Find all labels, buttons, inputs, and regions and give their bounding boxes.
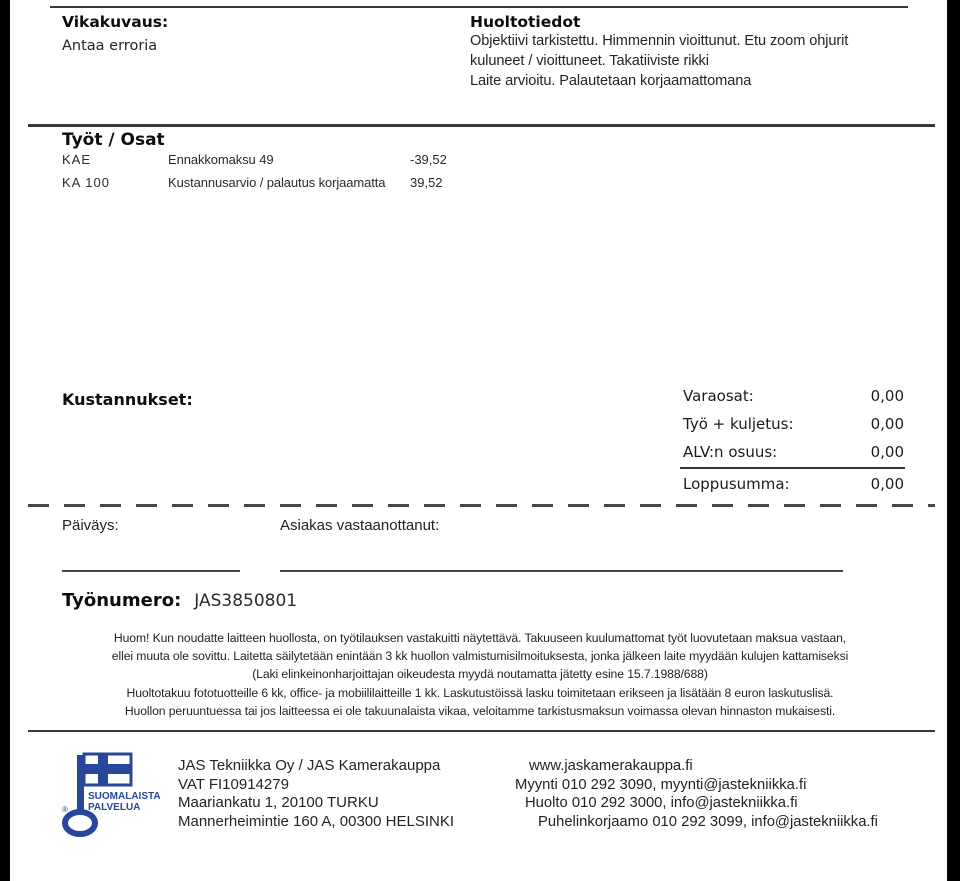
- left-edge-bar: [0, 0, 10, 881]
- cost-value: 0,00: [870, 387, 904, 405]
- service-info-line: kuluneet / vioittuneet. Takatiiviste rikki: [470, 53, 709, 69]
- company-info: [178, 757, 454, 831]
- date-signature-line: [62, 570, 240, 572]
- fault-title: Vikakuvaus:: [62, 13, 169, 31]
- cost-label: ALV:n osuus:: [683, 443, 778, 461]
- service-info-title: Huoltotiedot: [470, 13, 581, 31]
- work-number-label: Työnumero:: [62, 590, 182, 611]
- total-label: Loppusumma:: [683, 475, 790, 493]
- customer-signature-line: [280, 570, 843, 572]
- contact-info: [460, 757, 940, 831]
- service-info-line: Objektiivi tarkistettu. Himmennin vioittunut. Etu zoom ohjurit: [470, 33, 849, 49]
- terms-line: ellei muuta ole sovittu. Laitetta säilytetään enintään 3 kk huollon valmistumisilmoituksesta, jonka jälkeen laite myydään kulujen kattamiseksi: [111, 649, 849, 664]
- footer-divider: [28, 730, 935, 732]
- work-item-code: KA 100: [62, 175, 110, 190]
- fault-description: Antaa erroria: [62, 38, 158, 54]
- company-vat: VAT FI10914279: [178, 775, 289, 793]
- total-value: 0,00: [870, 475, 904, 493]
- contact-phone-repair: Puhelinkorjaamo 010 292 3099, info@jastekniikka.fi: [538, 813, 878, 830]
- logo-text-line2: PALVELUA: [88, 802, 141, 813]
- work-item-amount: 39,52: [410, 175, 443, 190]
- cost-value: 0,00: [870, 443, 904, 461]
- service-info-line: Laite arvioitu. Palautetaan korjaamattomana: [470, 73, 752, 89]
- total-divider: [680, 467, 905, 469]
- work-item-amount: -39,52: [410, 152, 447, 167]
- cost-label: Varaosat:: [683, 387, 754, 405]
- work-item-row: [62, 152, 447, 167]
- contact-service: Huolto 010 292 3000, info@jastekniikka.fi: [525, 795, 798, 812]
- terms-line: Huom! Kun noudatte laitteen huollosta, on työtilauksen vastakuitti näytettävä. Takuuseen kuulumattomat työt luovutetaan maksua vastaan,: [113, 631, 847, 645]
- right-edge-bar: [947, 0, 960, 881]
- avainlippu-logo: [60, 752, 168, 843]
- work-item-row: [62, 175, 443, 190]
- contact-website: www.jaskamerakauppa.fi: [529, 758, 693, 774]
- registered-trademark-symbol: ®: [62, 805, 68, 814]
- costs-section-title: Kustannukset:: [62, 390, 193, 409]
- company-name: JAS Tekniikka Oy / JAS Kamerakauppa: [178, 757, 441, 774]
- work-number-section: [62, 590, 297, 611]
- top-rule: [50, 6, 908, 8]
- cost-value: 0,00: [870, 415, 904, 433]
- works-section-title: Työt / Osat: [62, 130, 165, 150]
- work-number-value: JAS3850801: [194, 591, 298, 611]
- works-divider: [28, 124, 935, 127]
- terms-line: Huollon peruuntuessa tai jos laitteessa ei ole takuunalaista vikaa, veloitamme tarkistusmaksun voimassa olevan hinnaston mukaisesti.: [124, 703, 836, 718]
- cost-row: [683, 443, 904, 461]
- terms-line: Huoltotakuu fototuotteille 6 kk, office- ja mobiililaitteille 1 kk. Laskutustöissä lasku toimitetaan erikseen ja lisätään 8 euron laskutuslisä.: [126, 685, 834, 700]
- cost-label: Työ + kuljetus:: [683, 415, 794, 433]
- tear-off-dashed-line: [28, 504, 935, 507]
- company-address-helsinki: Mannerheimintie 160 A, 00300 HELSINKI: [178, 812, 454, 830]
- date-label: Päiväys:: [62, 517, 119, 534]
- contact-sales: Myynti 010 292 3090, myynti@jastekniikka.fi: [515, 776, 807, 793]
- service-info-section: [470, 13, 930, 91]
- fault-section: [62, 13, 168, 54]
- total-row: [683, 475, 904, 493]
- terms-line: (Laki elinkeinonharjoittajan oikeudesta myydä noutamatta jätetty esine 15.7.1988/688): [252, 667, 708, 682]
- logo-text-line1: SUOMALAISTA: [88, 791, 161, 802]
- key-flag-icon: [60, 752, 168, 838]
- work-item-description: Ennakkomaksu 49: [168, 152, 274, 167]
- terms-and-conditions: [45, 629, 915, 720]
- cost-row: [683, 415, 904, 433]
- cost-row: [683, 387, 904, 405]
- work-item-code: KAE: [62, 152, 92, 167]
- work-item-description: Kustannusarvio / palautus korjaamatta: [168, 175, 386, 190]
- finnish-flag-icon: [84, 754, 131, 785]
- key-bow: [65, 812, 95, 834]
- company-address-turku: Maariankatu 1, 20100 TURKU: [178, 794, 379, 812]
- customer-received-label: Asiakas vastaanottanut:: [280, 517, 440, 534]
